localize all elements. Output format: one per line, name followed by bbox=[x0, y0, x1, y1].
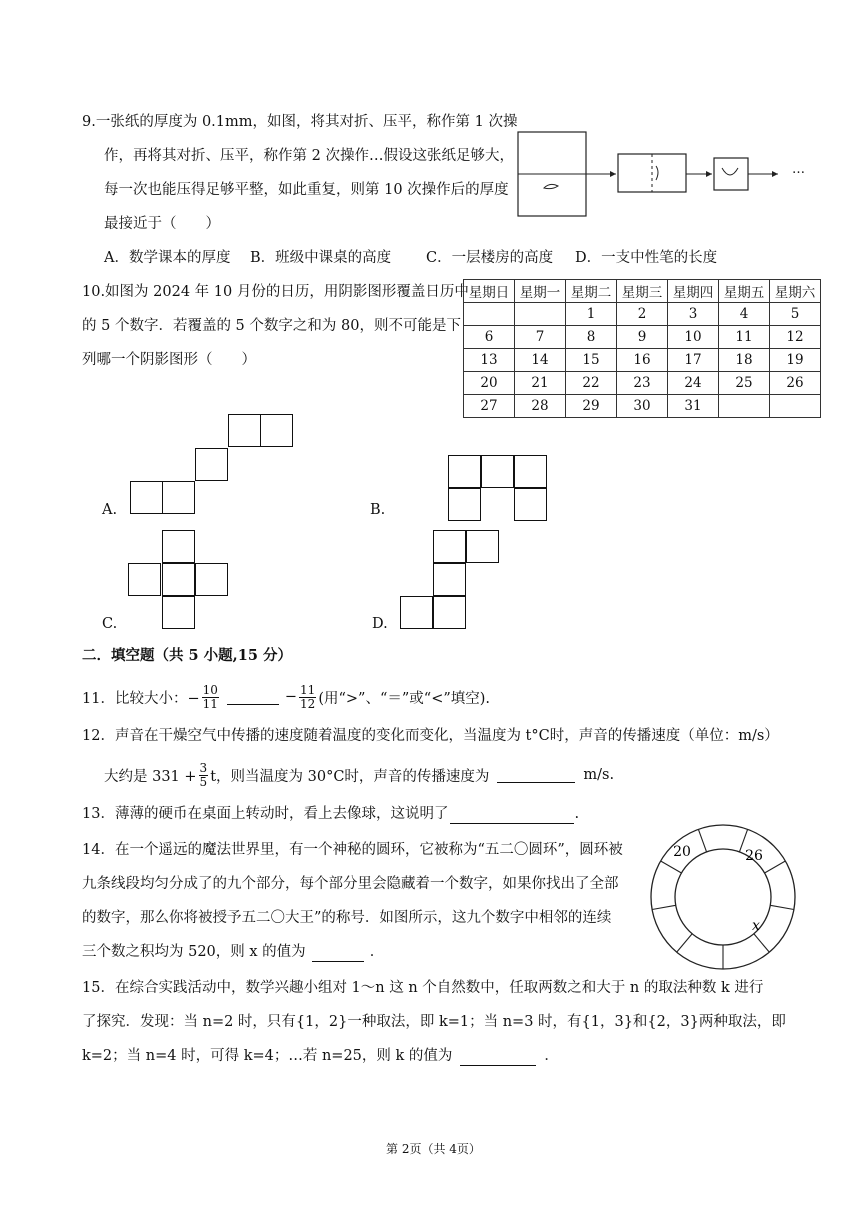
calendar-cell: 6 bbox=[464, 326, 515, 349]
calendar-cell: 7 bbox=[515, 326, 566, 349]
ring-label-20: 20 bbox=[673, 844, 691, 860]
q9-line1: 9.一张纸的厚度为 0.1mm，如图，将其对折、压平，称作第 1 次操 bbox=[82, 114, 518, 130]
shape-cell bbox=[514, 455, 547, 488]
q14-line4 bbox=[82, 942, 384, 962]
shape-cell bbox=[195, 563, 228, 596]
q10-line2: 的 5 个数字．若覆盖的 5 个数字之和为 80，则不可能是下 bbox=[82, 318, 461, 334]
option-c-label: C. bbox=[102, 616, 118, 632]
calendar-cell bbox=[515, 303, 566, 326]
q11-answer-blank[interactable] bbox=[227, 690, 279, 705]
shape-cell bbox=[433, 596, 466, 629]
q9-option-a: A．数学课本的厚度 bbox=[104, 250, 231, 266]
ring-divider bbox=[765, 861, 786, 873]
calendar-cell: 28 bbox=[515, 395, 566, 418]
q14-answer-blank[interactable] bbox=[312, 947, 364, 962]
calendar-row bbox=[464, 372, 821, 395]
calendar-cell: 10 bbox=[668, 326, 719, 349]
calendar-cell: 23 bbox=[617, 372, 668, 395]
q11-fraction-1 bbox=[202, 684, 219, 711]
shape-cell bbox=[128, 563, 161, 596]
calendar-row bbox=[464, 326, 821, 349]
q9-option-b: B．班级中课桌的高度 bbox=[250, 250, 392, 266]
q12-line2-prefix: 大约是 331 + bbox=[104, 768, 197, 785]
q15-line3-end: ． bbox=[544, 1048, 559, 1064]
shape-cell bbox=[260, 414, 293, 447]
q13-text: 13．薄薄的硬币在桌面上转动时，看上去像球，这说明了 bbox=[82, 806, 449, 822]
q11-fraction-2 bbox=[299, 684, 316, 711]
october-calendar bbox=[463, 279, 821, 418]
q11-prefix: 11．比较大小：− bbox=[82, 690, 200, 707]
calendar-cell: 3 bbox=[668, 303, 719, 326]
calendar-cell: 11 bbox=[719, 326, 770, 349]
q12-line1: 12．声音在干燥空气中传播的速度随着温度的变化而变化，当温度为 t°C时，声音的传播速度（单位：m/s） bbox=[82, 728, 779, 744]
q9-line3: 每一次也能压得足够平整，如此重复，则第 10 次操作后的厚度 bbox=[104, 182, 509, 198]
shape-cell bbox=[514, 488, 547, 521]
q11-minus: − bbox=[284, 689, 298, 705]
q12-answer-blank[interactable] bbox=[497, 768, 575, 783]
calendar-cell: 4 bbox=[719, 303, 770, 326]
ring-divider bbox=[652, 905, 676, 909]
ring-divider bbox=[661, 861, 682, 873]
calendar-cell bbox=[770, 395, 821, 418]
numerator: 11 bbox=[300, 682, 316, 697]
q14-line4-text: 三个数之积均为 520，则 x 的值为 bbox=[82, 944, 306, 960]
calendar-cell: 26 bbox=[770, 372, 821, 395]
weekday-header: 星期二 bbox=[566, 280, 617, 303]
weekday-header: 星期五 bbox=[719, 280, 770, 303]
ring-label-26: 26 bbox=[745, 848, 763, 864]
calendar-cell bbox=[719, 395, 770, 418]
calendar-cell: 31 bbox=[668, 395, 719, 418]
weekday-header: 星期四 bbox=[668, 280, 719, 303]
weekday-header: 星期六 bbox=[770, 280, 821, 303]
option-d-label: D. bbox=[372, 616, 388, 632]
q14-line2: 九条线段均匀分成了的九个部分，每个部分里会隐藏着一个数字，如果你找出了全部 bbox=[82, 876, 619, 892]
calendar-header-row bbox=[464, 280, 821, 303]
calendar-cell: 21 bbox=[515, 372, 566, 395]
numerator: 3 bbox=[199, 760, 208, 775]
q14-line1: 14．在一个遥远的魔法世界里，有一个神秘的圆环，它被称为“五二〇圆环”，圆环被 bbox=[82, 842, 623, 858]
q9-option-d: D．一支中性笔的长度 bbox=[575, 250, 718, 266]
shape-cell bbox=[195, 448, 228, 481]
q11 bbox=[82, 680, 490, 714]
denominator: 11 bbox=[202, 696, 218, 711]
calendar-cell: 17 bbox=[668, 349, 719, 372]
shape-cell bbox=[481, 455, 514, 488]
calendar-cell: 24 bbox=[668, 372, 719, 395]
q15-answer-blank[interactable] bbox=[460, 1051, 536, 1066]
q10-line1: 10.如图为 2024 年 10 月份的日历，用阴影图形覆盖日历中 bbox=[82, 284, 469, 300]
q14-line3: 的数字，那么你将被授予五二〇大王”的称号．如图所示，这九个数字中相邻的连续 bbox=[82, 910, 612, 926]
q15-line3-text: k=2；当 n=4 时，可得 k=4；…若 n=25，则 k 的值为 bbox=[82, 1048, 453, 1064]
q15-line1: 15．在综合实践活动中，数学兴趣小组对 1～n 这 n 个自然数中，任取两数之和大于 n 的取法种数 k 进行 bbox=[82, 980, 764, 996]
calendar-row bbox=[464, 303, 821, 326]
calendar-cell: 25 bbox=[719, 372, 770, 395]
q9-ellipsis: … bbox=[792, 162, 805, 177]
q12-line2-suffix: m/s. bbox=[583, 767, 615, 783]
calendar-row bbox=[464, 395, 821, 418]
shape-cell bbox=[162, 596, 195, 629]
calendar-cell: 19 bbox=[770, 349, 821, 372]
q9-line2: 作，再将其对折、压平，称作第 2 次操作…假设这张纸足够大， bbox=[104, 148, 514, 164]
shape-cell bbox=[162, 563, 195, 596]
magic-ring-figure bbox=[648, 822, 798, 972]
q13 bbox=[82, 804, 579, 824]
q9-line4: 最接近于（ ） bbox=[104, 216, 220, 232]
weekday-header: 星期日 bbox=[464, 280, 515, 303]
calendar-cell: 29 bbox=[566, 395, 617, 418]
calendar-cell: 1 bbox=[566, 303, 617, 326]
shape-cell bbox=[162, 481, 195, 514]
shape-cell bbox=[448, 455, 481, 488]
q15-line3 bbox=[82, 1046, 559, 1066]
denominator: 12 bbox=[300, 696, 316, 711]
numerator: 10 bbox=[202, 682, 218, 697]
q11-suffix: (用“>”、“＝”或“<”填空). bbox=[318, 690, 491, 707]
section-title: 二．填空题（共 5 小题,15 分） bbox=[82, 647, 292, 664]
shape-cell bbox=[433, 563, 466, 596]
shape-cell bbox=[400, 596, 433, 629]
q12-line2-mid: t，则当温度为 30°C时，声音的传播速度为 bbox=[210, 768, 490, 785]
calendar-cell: 22 bbox=[566, 372, 617, 395]
ring-divider bbox=[698, 829, 706, 852]
shape-cell bbox=[130, 481, 163, 514]
q12-fraction bbox=[199, 762, 209, 789]
calendar-cell: 20 bbox=[464, 372, 515, 395]
page-footer: 第 2页（共 4页） bbox=[386, 1142, 481, 1156]
calendar-row bbox=[464, 349, 821, 372]
q14-line4-end: ． bbox=[369, 944, 385, 960]
q9-option-c: C．一层楼房的高度 bbox=[426, 250, 554, 266]
calendar-cell: 18 bbox=[719, 349, 770, 372]
calendar-cell: 13 bbox=[464, 349, 515, 372]
q15-line2: 了探究．发现：当 n=2 时，只有{1，2}一种取法，即 k=1；当 n=3 时，有{1，3}和{2，3}两种取法，即 bbox=[82, 1014, 786, 1030]
calendar-cell: 5 bbox=[770, 303, 821, 326]
q12-line2 bbox=[104, 758, 614, 792]
option-a-label: A. bbox=[102, 502, 118, 518]
q10-line3: 列哪一个阴影图形（ ） bbox=[82, 352, 256, 368]
shape-cell bbox=[433, 530, 466, 563]
denominator: 5 bbox=[199, 774, 208, 789]
calendar-cell: 8 bbox=[566, 326, 617, 349]
q13-end: . bbox=[574, 806, 580, 822]
q13-answer-blank[interactable] bbox=[450, 809, 574, 824]
shape-cell bbox=[228, 414, 261, 447]
calendar-cell: 15 bbox=[566, 349, 617, 372]
shape-cell bbox=[448, 488, 481, 521]
calendar-cell: 27 bbox=[464, 395, 515, 418]
calendar-cell bbox=[464, 303, 515, 326]
ring-label-x: x bbox=[752, 918, 760, 934]
calendar-cell: 14 bbox=[515, 349, 566, 372]
calendar-cell: 9 bbox=[617, 326, 668, 349]
calendar-cell: 2 bbox=[617, 303, 668, 326]
weekday-header: 星期一 bbox=[515, 280, 566, 303]
ring-divider bbox=[677, 934, 692, 952]
option-b-label: B. bbox=[370, 502, 386, 518]
ring-divider bbox=[770, 905, 794, 909]
weekday-header: 星期三 bbox=[617, 280, 668, 303]
calendar-cell: 16 bbox=[617, 349, 668, 372]
shape-cell bbox=[162, 530, 195, 563]
calendar-cell: 30 bbox=[617, 395, 668, 418]
ring-divider bbox=[754, 934, 769, 952]
calendar-cell: 12 bbox=[770, 326, 821, 349]
paper-folding-figure bbox=[516, 130, 816, 220]
shape-cell bbox=[466, 530, 499, 563]
